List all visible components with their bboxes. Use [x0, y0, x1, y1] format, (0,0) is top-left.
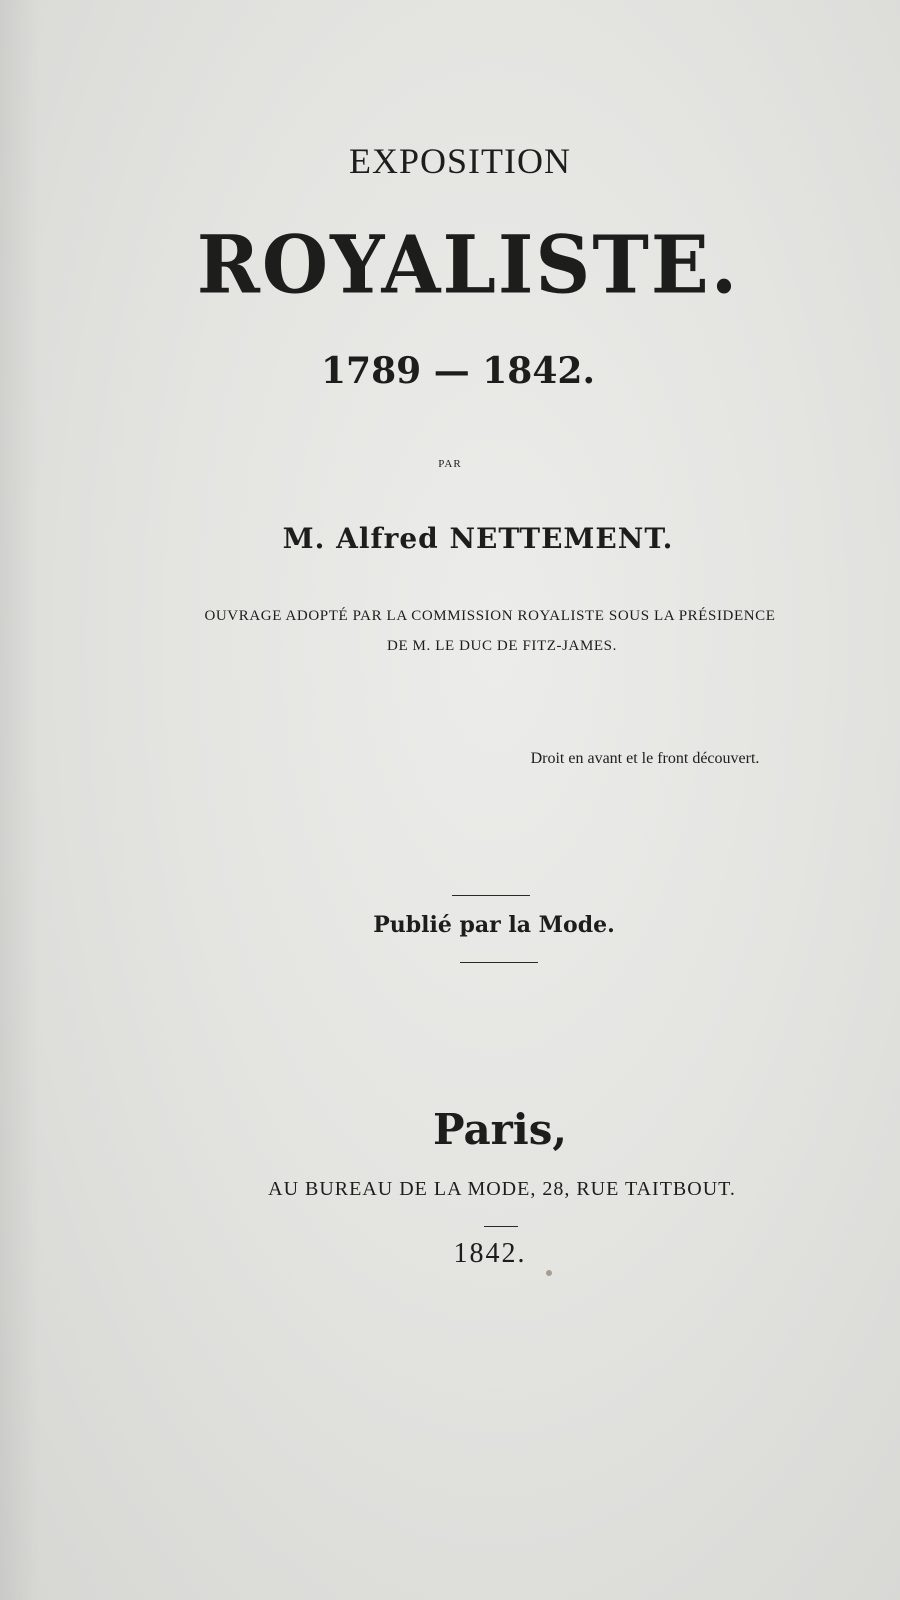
title-royaliste: ROYALISTE. [196, 217, 740, 312]
title-exposition: EXPOSITION [349, 141, 571, 181]
divider-rule-small [484, 1226, 518, 1227]
author-name: M. Alfred NETTEMENT. [282, 522, 674, 555]
adoption-line-1: OUVRAGE ADOPTÉ PAR LA COMMISSION ROYALISTE SOUS LA PRÉSIDENCE [204, 608, 776, 624]
imprint-address: AU BUREAU DE LA MODE, 28, RUE TAITBOUT. [268, 1178, 736, 1200]
paper-stain [546, 1270, 552, 1276]
publisher-note: Publié par la Mode. [373, 912, 615, 938]
adoption-line-2: DE M. LE DUC DE FITZ-JAMES. [387, 638, 617, 654]
imprint-city: Paris, [432, 1105, 568, 1154]
by-label: PAR [438, 458, 462, 470]
title-dates: 1789 — 1842. [321, 350, 595, 392]
imprint-year: 1842. [453, 1238, 527, 1269]
divider-rule-bottom [460, 962, 538, 963]
motto: Droit en avant et le front découvert. [530, 750, 760, 767]
divider-rule-top [452, 895, 530, 896]
